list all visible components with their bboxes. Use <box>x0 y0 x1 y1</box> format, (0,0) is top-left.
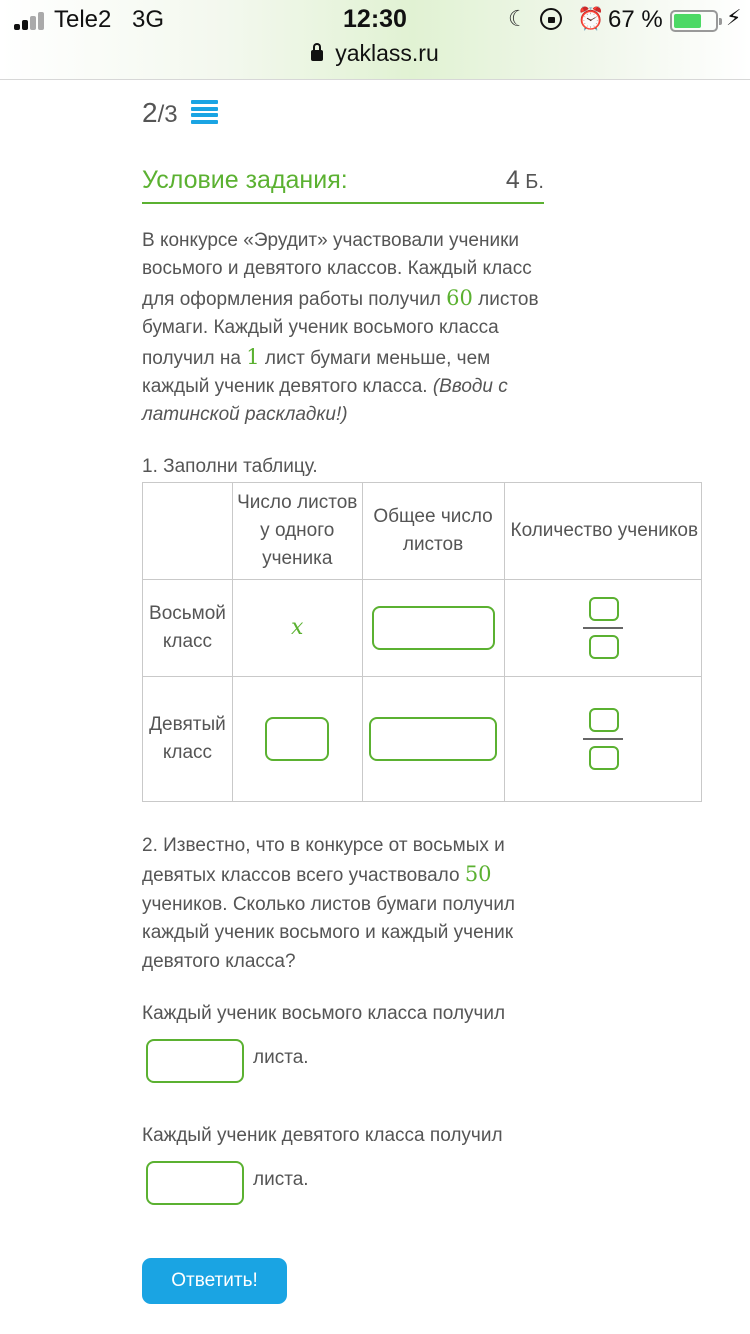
ninth-total-input[interactable] <box>369 717 497 761</box>
number-1: 1 <box>246 344 260 369</box>
ninth-count-numerator-input[interactable] <box>589 708 619 732</box>
url-text: yaklass.ru <box>335 40 439 66</box>
row-label-ninth: Девятый класс <box>143 677 233 802</box>
header-student-count: Количество учеников <box>504 483 702 580</box>
eighth-count-numerator-input[interactable] <box>589 597 619 621</box>
number-60: 60 <box>446 285 473 310</box>
network-type: 3G <box>132 6 165 33</box>
submit-button[interactable]: Ответить! <box>142 1258 287 1304</box>
do-not-disturb-icon: ☾ <box>508 6 528 31</box>
status-time: 12:30 <box>343 5 407 33</box>
input-hint: (Вводи с латинской раскладки!) <box>142 376 508 426</box>
answer-eighth-label: Каждый ученик восьмого класса получил <box>142 1003 506 1024</box>
padlock-icon <box>311 50 323 61</box>
ninth-count-fraction <box>583 708 623 770</box>
row-label-eighth: Восьмой класс <box>143 580 233 677</box>
header-sheets-per-student: Число листов у одного ученика <box>232 483 362 580</box>
battery-icon <box>670 10 718 32</box>
alarm-icon: ⏰ <box>577 6 605 31</box>
eighth-count-denominator-input[interactable] <box>589 635 619 659</box>
step1-label: 1. Заполни таблицу. <box>142 456 318 477</box>
table-corner <box>143 483 233 580</box>
step2-text: 2. Известно, что в конкурсе от восьмых и девятых классов всего участвовало 50 учеников. Сколько листов бумаги получил каждый ученик восьмого и каждый ученик девятого класса? <box>142 835 516 972</box>
counter-total: /3 <box>157 101 178 128</box>
rotation-lock-icon <box>540 8 562 30</box>
eighth-count-cell <box>504 580 702 677</box>
address-bar[interactable] <box>0 40 750 67</box>
variable-x: x <box>291 614 304 640</box>
number-50: 50 <box>464 862 492 887</box>
ninth-count-denominator-input[interactable] <box>589 746 619 770</box>
counter-current: 2 <box>142 97 158 128</box>
eighth-total-cell <box>362 580 504 677</box>
answer-ninth-input[interactable] <box>146 1161 244 1205</box>
task-condition: В конкурсе «Эрудит» участвовали ученики восьмого и девятого классов. Каждый класс для оформления работы получил 60 листов бумаги. Каждый ученик восьмого класса получил на 1 лист бумаги меньше, чем каждый ученик девятого класса. (Вводи с латинской раскладки!) <box>142 230 539 426</box>
answer-eighth-input[interactable] <box>146 1039 244 1083</box>
browser-top-bar <box>0 0 750 80</box>
question-counter <box>142 97 178 129</box>
ninth-total-cell <box>362 677 504 802</box>
ninth-count-cell <box>504 677 702 802</box>
answer-table <box>142 482 699 804</box>
battery-percentage: 67 % <box>608 6 663 33</box>
task-points: 4 Б. <box>505 166 544 194</box>
list-icon[interactable] <box>191 100 218 124</box>
ninth-sheets-input[interactable] <box>265 717 329 761</box>
header-total-sheets: Общее число листов <box>362 483 504 580</box>
eighth-count-fraction <box>583 597 623 659</box>
task-title: Условие задания: <box>142 166 348 194</box>
eighth-total-input[interactable] <box>372 606 495 650</box>
status-bar <box>0 0 750 40</box>
carrier-name: Tele2 <box>54 6 112 33</box>
task-header <box>142 162 544 204</box>
battery-fill <box>674 14 701 28</box>
ninth-sheets-cell <box>232 677 362 802</box>
unit-label: листа. <box>253 1169 309 1190</box>
unit-label: листа. <box>253 1047 309 1068</box>
answer-ninth-label: Каждый ученик девятого класса получил <box>142 1125 503 1146</box>
charging-icon: ⚡ <box>726 5 742 30</box>
eighth-sheets-cell <box>232 580 362 677</box>
